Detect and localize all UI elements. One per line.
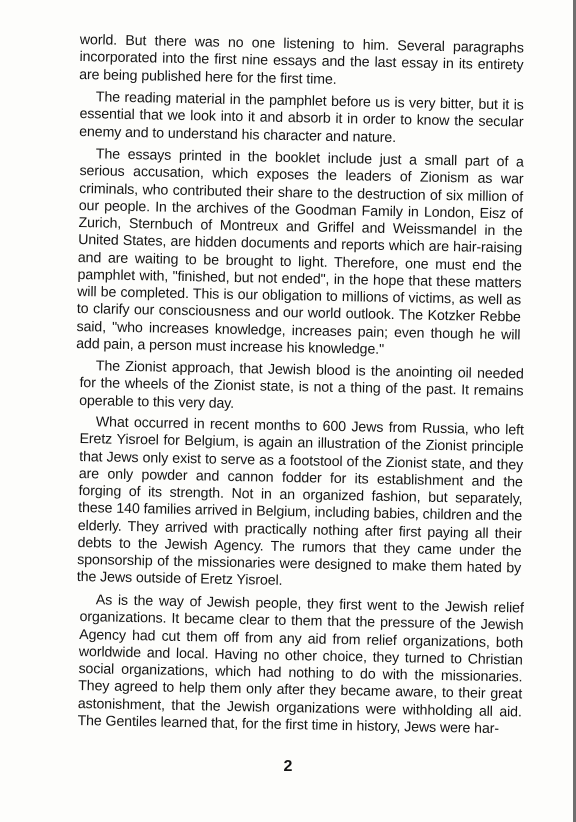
paragraph-2: The reading material in the pamphlet before us is very bitter, but it is essential that we look into it and absorb it in order to know the secular enemy and to understand his character and nature.: [79, 89, 524, 146]
body-text: [76, 32, 524, 737]
paragraph-4: The Zionist approach, that Jewish blood is the anointing oil needed for the wheels of the Zionist state, is not a thing of the past. It remains operable to this very day.: [79, 357, 524, 411]
paragraph-1: world. But there was no one listening to him. Several paragraphs incorporated into the first nine essays and the last essay in its entirety are being published here for the first time.: [79, 32, 524, 88]
page-number: 2: [283, 758, 293, 775]
paragraph-5: What occurred in recent months to 600 Jews from Russia, who left Eretz Yisroel for Belgium, is again an illustration of the Zionist principle that Jews only exist to serve as a footstool of the Zionist state, and they are only powder and cannon fodder for its establishment and the forging of its strength. Not in an organized fashion, but separately, these 140 families arrived in Belgium, including babies, children and the elderly. They arrived with practically nothing after first paying all their debts to the Jewish Agency. The rumors that they came under the sponsorship of the missionaries were designed to make them hated by the Jews outside of Eretz Yisroel.: [76, 414, 524, 590]
paragraph-3: The essays printed in the booklet include just a small part of a serious accusation, which exposes the leaders of Zionism as war criminals, who contributed their share to the destruction of six million of our people. In the archives of the Goodman Family in London, Eisz of Zurich, Sternbuch of Montreux and Griffel and Weissmandel in the United States, are hidden documents and reports which are hair-raising and are waiting to be brought to light. Therefore, one must end the pamphlet with, "finished, but not ended", in the hope that these matters will be completed. This is our obligation to millions of victims, as well as to clarify our consciousness and our world outlook. The Kotzker Rebbe said, "who increases knowledge, increases pain; even though he will add pain, a person must increase his knowledge.": [76, 145, 524, 358]
paragraph-6: As is the way of Jewish people, they first went to the Jewish relief organizations. It became clear to them that the pressure of the Jewish Agency had cut them off from any aid from relief organizations, both worldwide and local. Having no other choice, they turned to Christian social organizations, which had nothing to do with the missionaries. They agreed to help them only after they became aware, to their great astonishment, that the Jewish organizations were withholding all aid. The Gentiles learned that, for the first time in history, Jews were har-: [77, 592, 524, 737]
